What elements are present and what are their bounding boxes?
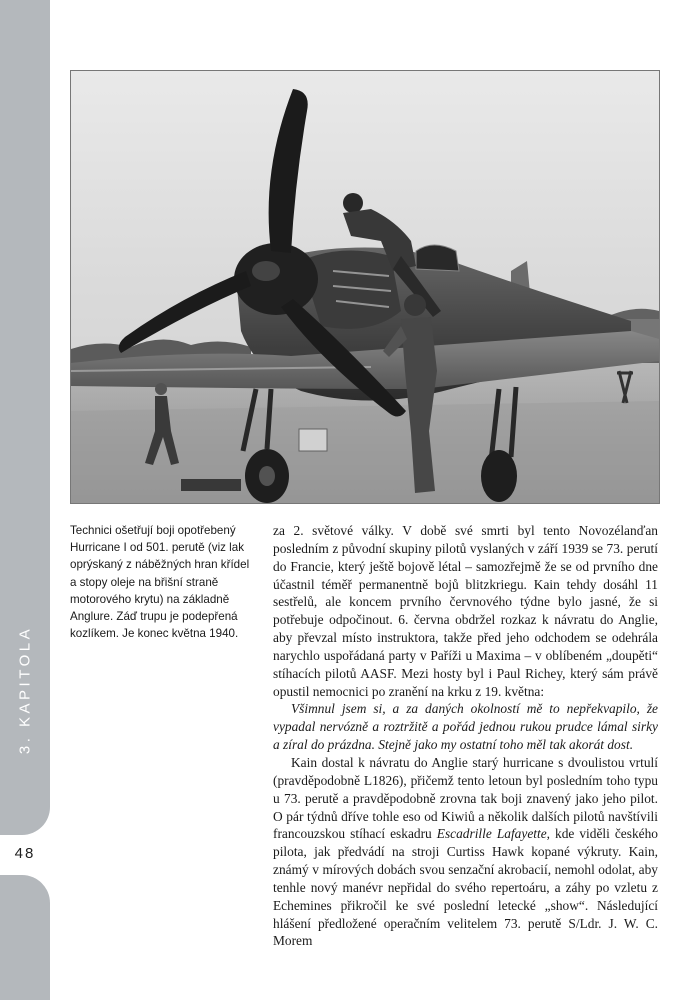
escadrille-name: Escadrille Lafayette	[436, 826, 547, 842]
page-number: 48	[14, 845, 36, 862]
sidebar-footer-block	[0, 875, 50, 1000]
photo-tone	[71, 71, 659, 503]
photo-caption: Technici ošetřují boji opotřebený Hurricane I od 501. perutě (viz lak oprýskaný z náběžných hran křídel a stopy oleje na břišní straně motorového krytu) na základně Anglure. Záď trupu je podepřená kozlíkem. Je konec května 1940.	[70, 524, 250, 641]
body-paragraph: za 2. světové války. V době své smrti byl tento Novozélanďan posledním z původní skupiny pilotů vyslaných v září 1939 se 73. perutí do Francie, který ještě bojově létal – samozřejmě že se od prvního dne účastnil téměř permanentně bojů blitzkriegu. Kain tehdy dosáhl 11 sestřelů, ale koncem prvního červnového týdne bylo jasné, že si potřebuje odpočinout. 6. června obdržel rozkaz k návratu do Anglie, aby převzal místo instruktora, takže před jeho odchodem se odehrála narychlo uspořádaná party v Paříži u Maxima – v oblíbeném „doupěti“ stíhacích pilotů AASF. Mezi hosty byl i Paul Richey, který sám právě opustil nemocnici po zranění na krku z 19. května:	[273, 523, 658, 699]
chapter-sidebar	[0, 0, 50, 1000]
body-paragraph-text: , kde viděli českého pilota, jak předvádí na stroji Curtiss Hawk kopané výkruty. Kain, známý v mírových dobách svou senzační akrobacií, nemohl odolat, aby tenhle nový manévr nepřidal do svého repertoáru, a záhy po vzletu z Echemines přikročil ke své poslední letecké „show“. Následující hlášení předložené operačním velitelem 73. perutě S/Ldr. J. W. C. Morem	[273, 826, 658, 949]
chapter-tab	[0, 0, 50, 835]
body-paragraph	[273, 754, 658, 950]
body-text	[273, 522, 658, 950]
quote-paragraph: Všimnul jsem si, a za daných okolností mě to nepřekvapilo, že vypadal nervózně a roztržitě a pořád jednou rukou prudce lámal sirky a zíral do prázdna. Stejně jako my ostatní toho měl tak akorát dost.	[273, 701, 658, 753]
hurricane-photo	[70, 70, 660, 504]
body-paragraph-text: Kain dostal k návratu do Anglie starý hurricane s dvoulistou vrtulí (pravděpodobně L1826), přičemž tento letoun byl posledním toho typu u 73. perutě a pravděpodobně zrovna tak boji znavený jako jeho pilot. O pár týdnů dříve tohle eso od Kiwiů a několik dalších pilotů navštívili francouzskou stíhací eskadru	[273, 754, 658, 842]
chapter-label: 3. KAPITOLA	[16, 625, 34, 755]
hurricane-photo-illustration	[71, 71, 659, 503]
